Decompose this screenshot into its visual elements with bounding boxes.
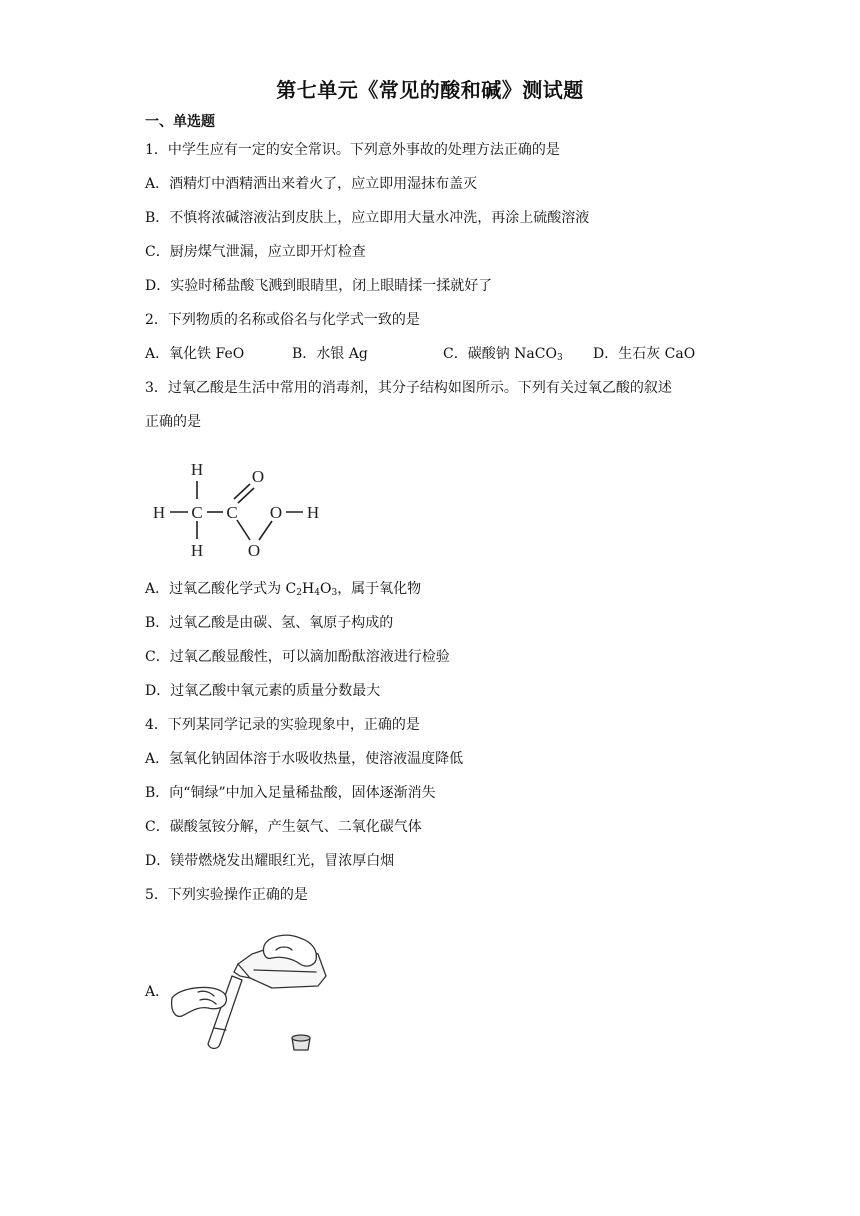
option-a-text: A．过氧乙酸化学式为 C <box>145 581 297 597</box>
atom-h-bottom: H <box>190 541 204 560</box>
question-5-option-a-label: A． <box>145 984 170 1000</box>
question-2-option-c-text: C．碳酸钠 NaCO <box>443 346 557 362</box>
question-4-option-c: C．碳酸氢铵分解，产生氨气、二氧化碳气体 <box>145 819 422 835</box>
pouring-liquid-illustration <box>168 932 333 1057</box>
question-3-option-c: C．过氧乙酸显酸性，可以滴加酚酞溶液进行检验 <box>145 649 450 665</box>
atom-h-left: H <box>152 503 166 522</box>
question-4-stem: 4．下列某同学记录的实验现象中，正确的是 <box>145 717 420 733</box>
option-a-subscript-3: 3 <box>331 588 338 598</box>
question-1-stem: 1．中学生应有一定的安全常识。下列意外事故的处理方法正确的是 <box>145 142 560 158</box>
bond-c-o-double-2 <box>238 488 254 503</box>
question-2-option-b: B．水银 Ag <box>292 346 368 362</box>
question-3-stem-line-1: 3．过氧乙酸是生活中常用的消毒剂，其分子结构如图所示。下列有关过氧乙酸的叙述 <box>145 380 672 396</box>
option-a-text-o: O <box>319 581 332 597</box>
option-a-subscript-2: 4 <box>314 588 320 598</box>
question-3-option-a <box>145 579 421 599</box>
atom-c-carbonyl: C <box>226 503 238 522</box>
question-4-option-d: D．镁带燃烧发出耀眼红光，冒浓厚白烟 <box>145 853 395 869</box>
option-a-text-h: H <box>302 581 315 597</box>
peracetic-acid-structure-diagram <box>146 452 336 564</box>
test-tube <box>208 976 242 1049</box>
question-2-option-c-subscript: 3 <box>556 353 563 363</box>
option-a-suffix: ，属于氧化物 <box>337 581 422 597</box>
atom-o-carbonyl: O <box>251 467 265 486</box>
atom-h-top: H <box>190 460 204 479</box>
question-4-option-a: A．氢氧化钠固体溶于水吸收热量，使溶液温度降低 <box>145 751 464 767</box>
page-title: 第七单元《常见的酸和碱》测试题 <box>276 78 584 102</box>
question-5-stem: 5．下列实验操作正确的是 <box>145 887 308 903</box>
question-3-option-d: D．过氧乙酸中氧元素的质量分数最大 <box>145 683 381 699</box>
question-1-option-d: D．实验时稀盐酸飞溅到眼睛里，闭上眼睛揉一揉就好了 <box>145 278 493 294</box>
question-1-option-a: A．酒精灯中酒精洒出来着火了，应立即用湿抹布盖灭 <box>145 176 478 192</box>
question-1-option-c: C．厨房煤气泄漏，应立即开灯检查 <box>145 244 366 260</box>
question-2-option-a: A．氧化铁 FeO <box>145 346 245 362</box>
bottle-stopper-top <box>292 1035 310 1041</box>
question-1-option-b: B．不慎将浓碱溶液沾到皮肤上，应立即用大量水冲洗，再涂上硫酸溶液 <box>145 210 590 226</box>
bond-o-o <box>259 521 272 540</box>
question-2-option-c <box>443 344 563 364</box>
question-3-option-b: B．过氧乙酸是由碳、氢、氧原子构成的 <box>145 615 394 631</box>
question-2-stem: 2．下列物质的名称或俗名与化学式一致的是 <box>145 312 420 328</box>
bond-c-o-single <box>237 520 250 540</box>
section-heading: 一、单选题 <box>145 114 215 130</box>
question-2-option-d: D．生石灰 CaO <box>593 346 696 362</box>
atom-c-methyl: C <box>191 503 203 522</box>
question-3-stem-line-2: 正确的是 <box>145 414 201 430</box>
question-2-options <box>145 344 745 364</box>
atom-o-peroxy: O <box>247 541 261 560</box>
question-4-option-b: B．向“铜绿”中加入足量稀盐酸，固体逐渐消失 <box>145 785 436 801</box>
atom-h-hydroxyl: H <box>306 503 320 522</box>
atom-o-hydroxyl: O <box>269 503 283 522</box>
bond-c-o-double-1 <box>234 484 250 499</box>
option-a-subscript-1: 2 <box>296 588 303 598</box>
